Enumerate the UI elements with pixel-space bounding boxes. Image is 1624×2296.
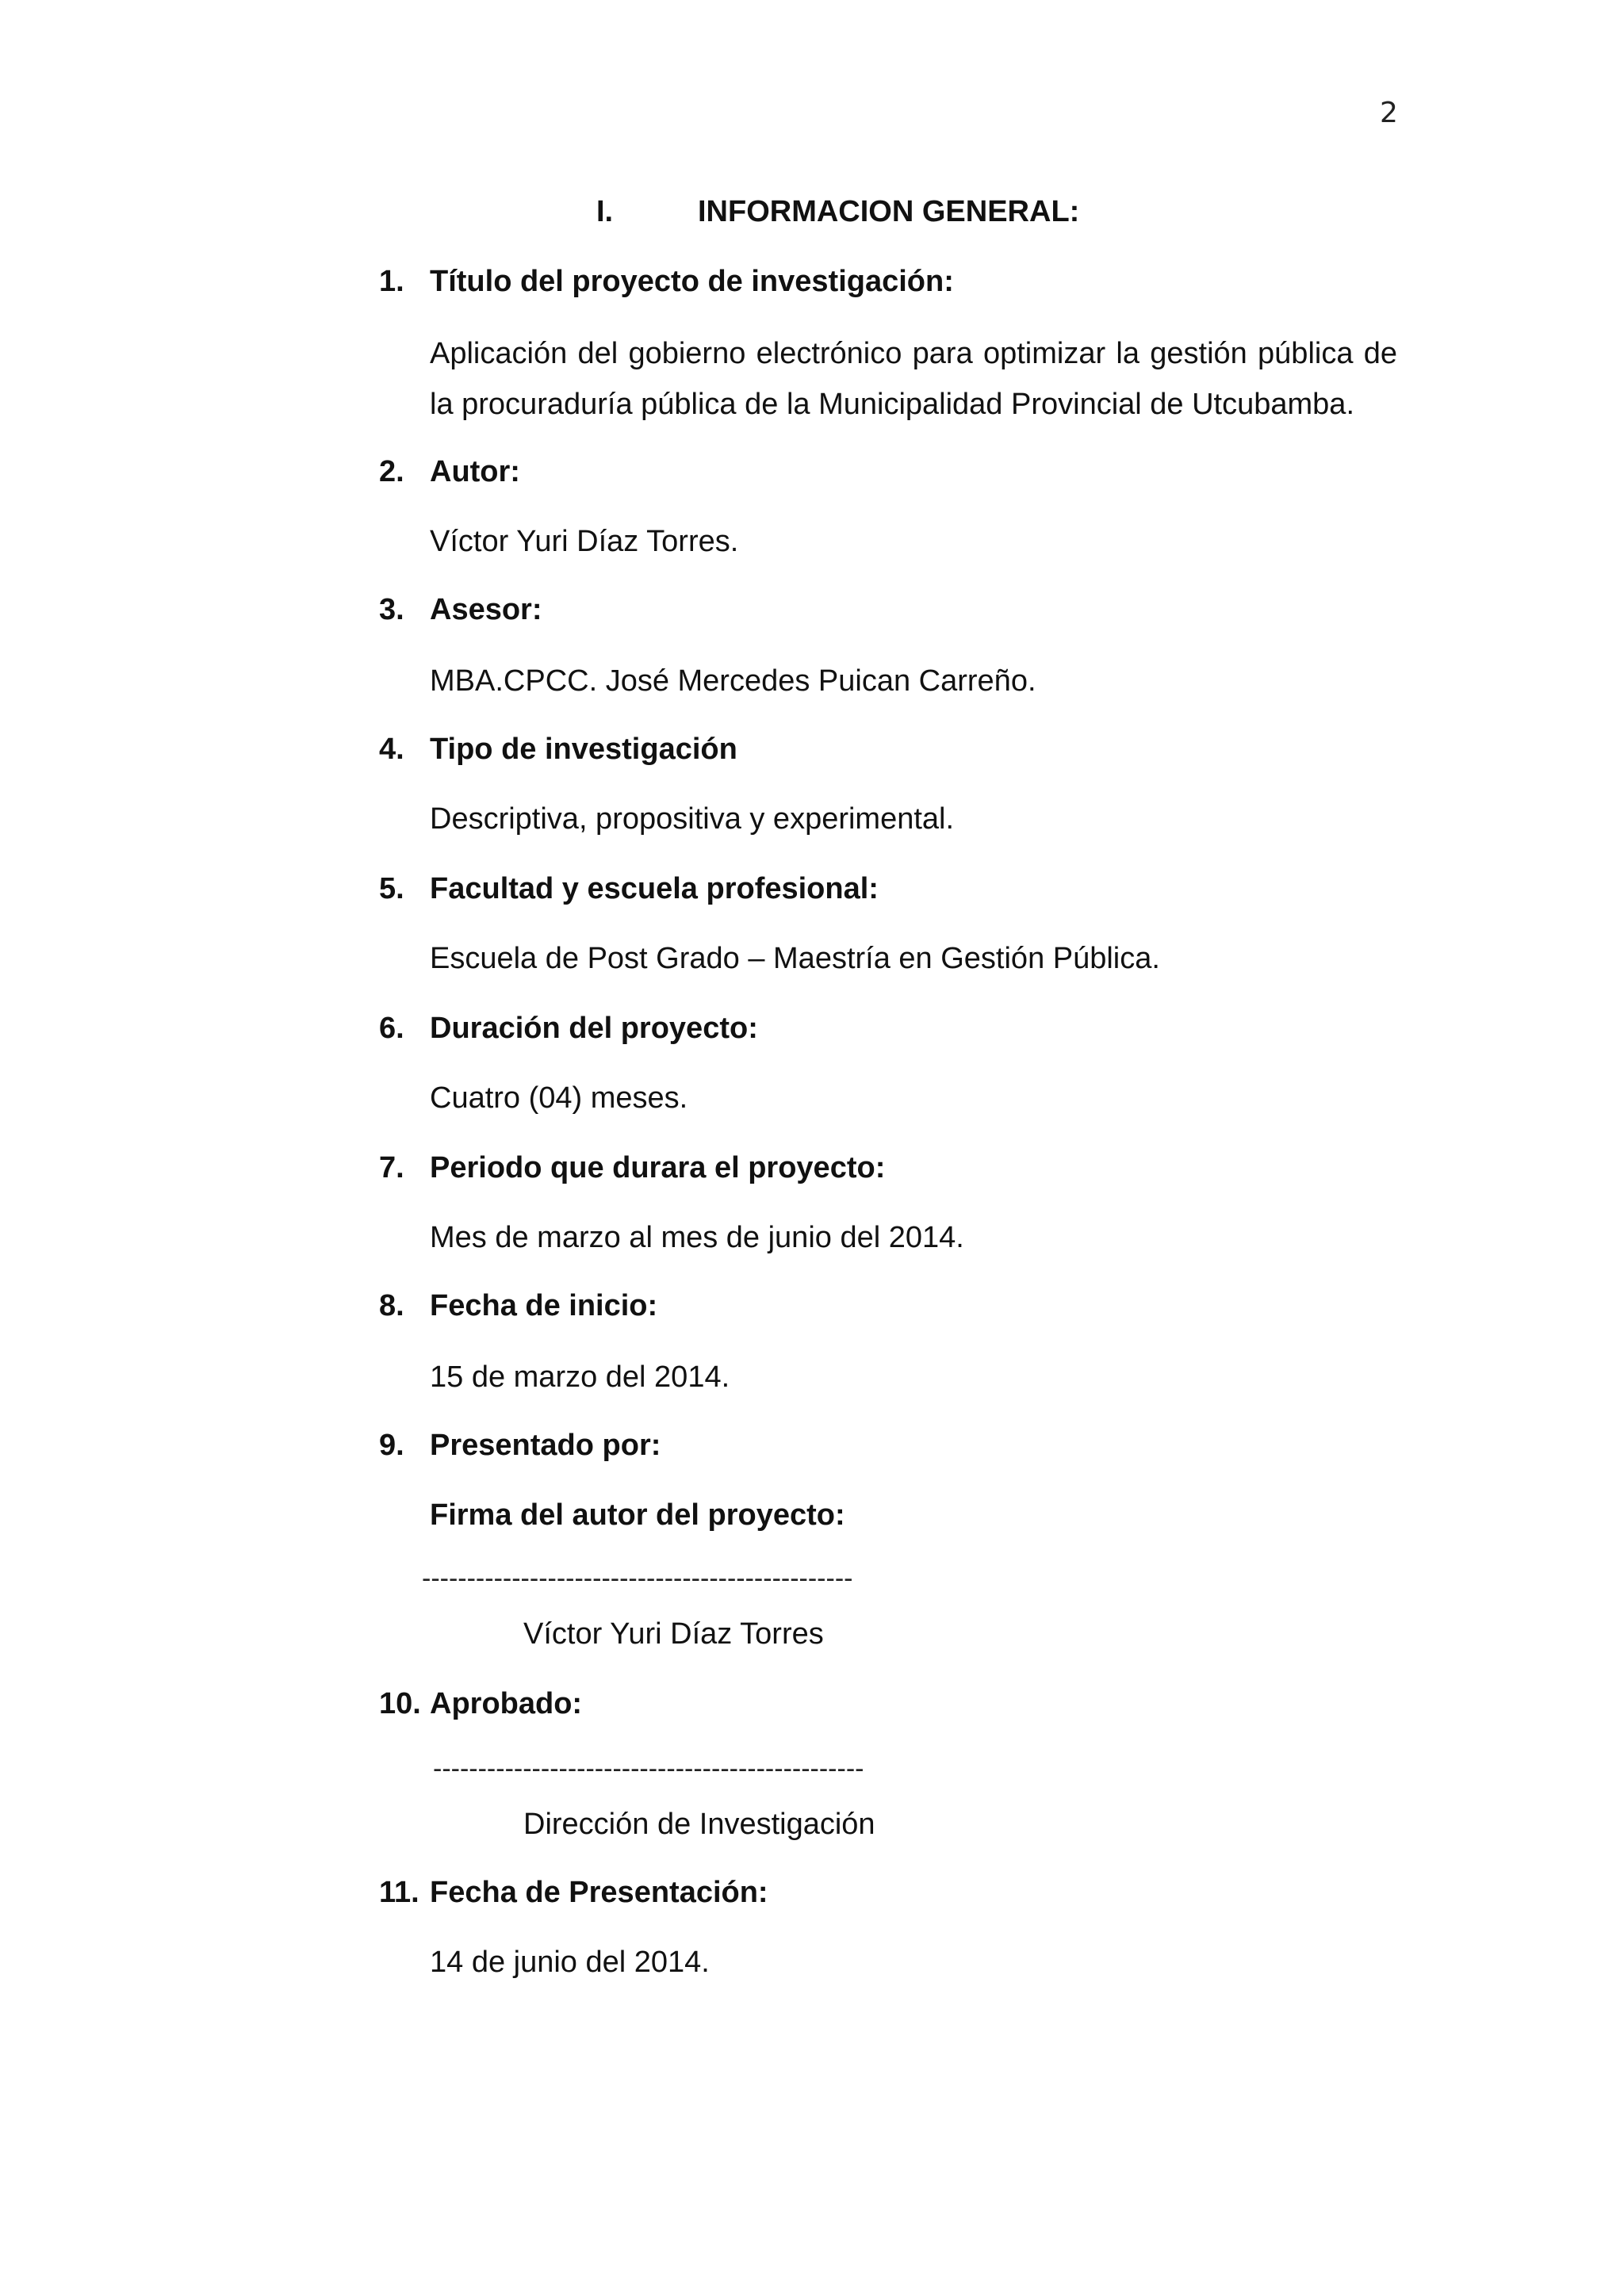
item-value-1: Aplicación del gobierno electrónico para optimizar la gestión pública de la procuraduría pública de la Municipalidad Provincial de Utcubamba. [430, 337, 1397, 421]
item-value-8: 15 de marzo del 2014. [430, 1360, 730, 1394]
item-number-1: 1. [379, 265, 404, 298]
item-number-3: 3. [379, 593, 404, 626]
item-number-9: 9. [379, 1429, 404, 1462]
item-label-9: Presentado por: [430, 1429, 661, 1462]
item-value-3: MBA.CPCC. José Mercedes Puican Carreño. [430, 664, 1036, 698]
item-value-2: Víctor Yuri Díaz Torres. [430, 525, 739, 558]
page-number: 2 [1380, 97, 1398, 129]
item-label-10: Aprobado: [430, 1687, 583, 1720]
item-label-2: Autor: [430, 455, 520, 488]
item-number-11: 11. [379, 1876, 419, 1909]
approval-signature-line: ------------------------------------------------ [433, 1754, 864, 1784]
item-value-5: Escuela de Post Grado – Maestría en Gestión Pública. [430, 942, 1160, 975]
item-label-11: Fecha de Presentación: [430, 1876, 768, 1909]
section-numeral: I. [596, 195, 614, 228]
author-signature-name: Víctor Yuri Díaz Torres [523, 1617, 824, 1651]
item-label-4: Tipo de investigación [430, 733, 737, 766]
item-number-7: 7. [379, 1151, 404, 1184]
item-label-8: Fecha de inicio: [430, 1289, 658, 1322]
item-number-10: 10. [379, 1687, 421, 1720]
approval-signature-name: Dirección de Investigación [523, 1808, 875, 1841]
item-value-6: Cuatro (04) meses. [430, 1081, 688, 1115]
item-label-5: Facultad y escuela profesional: [430, 872, 879, 905]
section-heading [596, 195, 1079, 229]
item-number-2: 2. [379, 455, 404, 488]
section-title: INFORMACION GENERAL: [698, 195, 1080, 228]
item-label-6: Duración del proyecto: [430, 1012, 758, 1045]
item-label-3: Asesor: [430, 593, 542, 626]
item-number-4: 4. [379, 733, 404, 766]
item-label-1: Título del proyecto de investigación: [430, 265, 954, 298]
item-number-8: 8. [379, 1289, 404, 1322]
item-value-11: 14 de junio del 2014. [430, 1946, 710, 1979]
item-sublabel-9: Firma del autor del proyecto: [430, 1498, 845, 1532]
item-label-7: Periodo que durara el proyecto: [430, 1151, 886, 1184]
item-number-6: 6. [379, 1012, 404, 1045]
item-value-4: Descriptiva, propositiva y experimental. [430, 802, 955, 836]
item-number-5: 5. [379, 872, 404, 905]
author-signature-line: ------------------------------------------------ [422, 1563, 853, 1594]
item-value-7: Mes de marzo al mes de junio del 2014. [430, 1221, 964, 1254]
